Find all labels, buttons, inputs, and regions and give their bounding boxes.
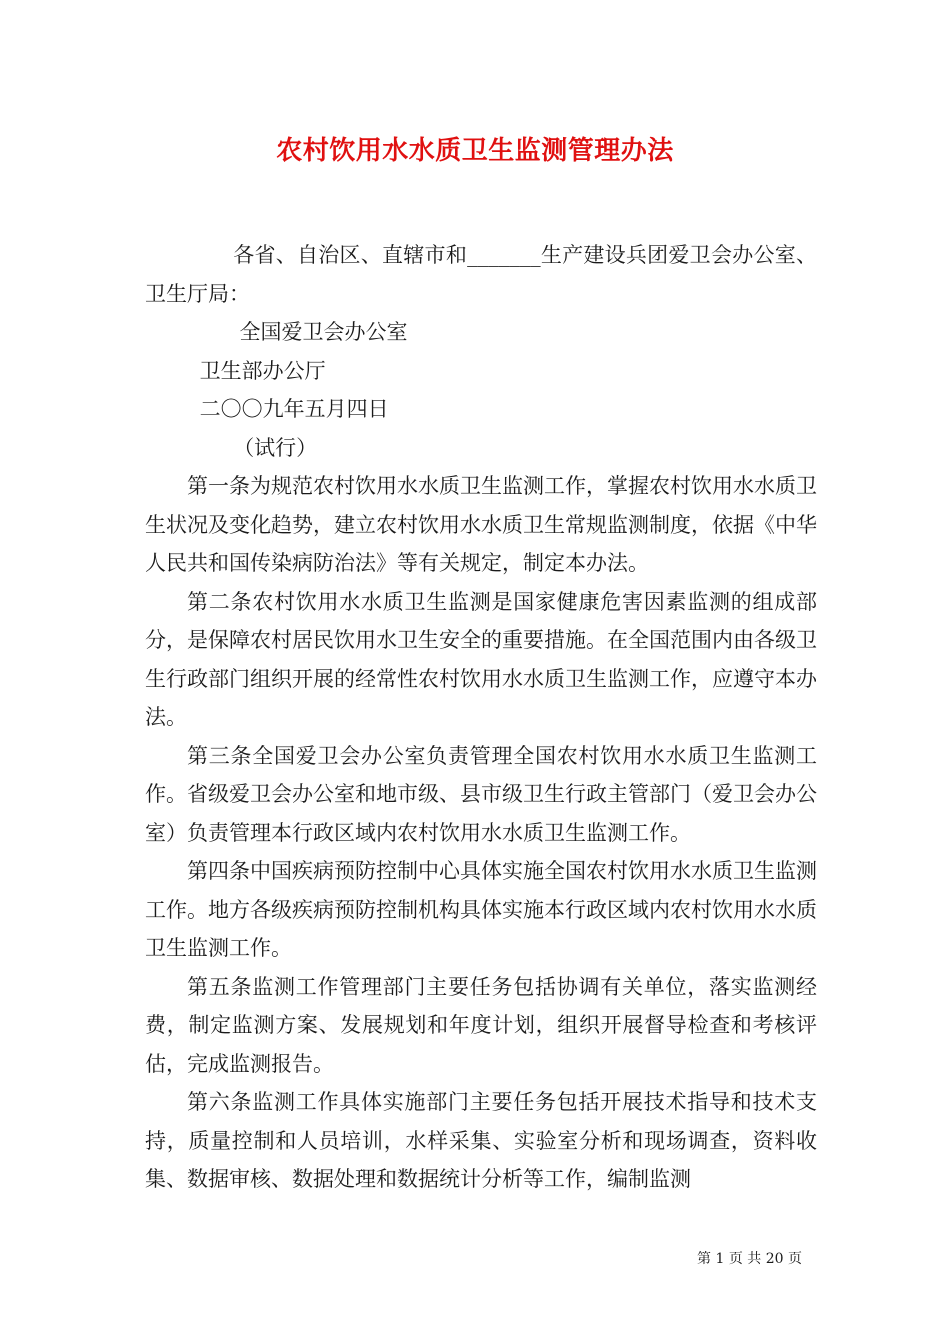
article-paragraph: 第四条中国疾病预防控制中心具体实施全国农村饮用水水质卫生监测工作。地方各级疾病预防控制机构具体实施本行政区域内农村饮用水水质卫生监测工作。 [145, 859, 817, 960]
document-title: 农村饮用水水质卫生监测管理办法 [276, 136, 674, 166]
signatory-line: 全国爱卫会办公室 [239, 320, 408, 344]
article-paragraph: 第六条监测工作具体实施部门主要任务包括开展技术指导和技术支持，质量控制和人员培训，水样采集、实验室分析和现场调查，资料收集、数据审核、数据处理和数据统计分析等工作，编制监测 [145, 1090, 817, 1191]
addressee-paragraph: 各省、自治区、直辖市和_______生产建设兵团爱卫会办公室、卫生厅局： [145, 243, 817, 306]
page-number: 第 1 页 共 20 页 [697, 1251, 802, 1267]
signatory-line: 卫生部办公厅 [199, 358, 326, 383]
date-line: 二〇〇九年五月四日 [199, 397, 389, 421]
article-paragraph: 第五条监测工作管理部门主要任务包括协调有关单位，落实监测经费，制定监测方案、发展规划和年度计划，组织开展督导检查和考核评估，完成监测报告。 [145, 974, 817, 1076]
article-paragraph: 第一条为规范农村饮用水水质卫生监测工作，掌握农村饮用水水质卫生状况及变化趋势，建立农村饮用水水质卫生常规监测制度，依据《中华人民共和国传染病防治法》等有关规定，制定本办法。 [145, 474, 817, 575]
document-body [145, 236, 817, 1199]
trial-note: （试行） [233, 435, 318, 460]
article-paragraph: 第二条农村饮用水水质卫生监测是国家健康危害因素监测的组成部分，是保障农村居民饮用水卫生安全的重要措施。在全国范围内由各级卫生行政部门组织开展的经常性农村饮用水水质卫生监测工作，应遵守本办法。 [145, 589, 817, 729]
article-paragraph: 第三条全国爱卫会办公室负责管理全国农村饮用水水质卫生监测工作。省级爱卫会办公室和地市级、县市级卫生行政主管部门（爱卫会办公室）负责管理本行政区域内农村饮用水水质卫生监测工作。 [145, 743, 817, 845]
